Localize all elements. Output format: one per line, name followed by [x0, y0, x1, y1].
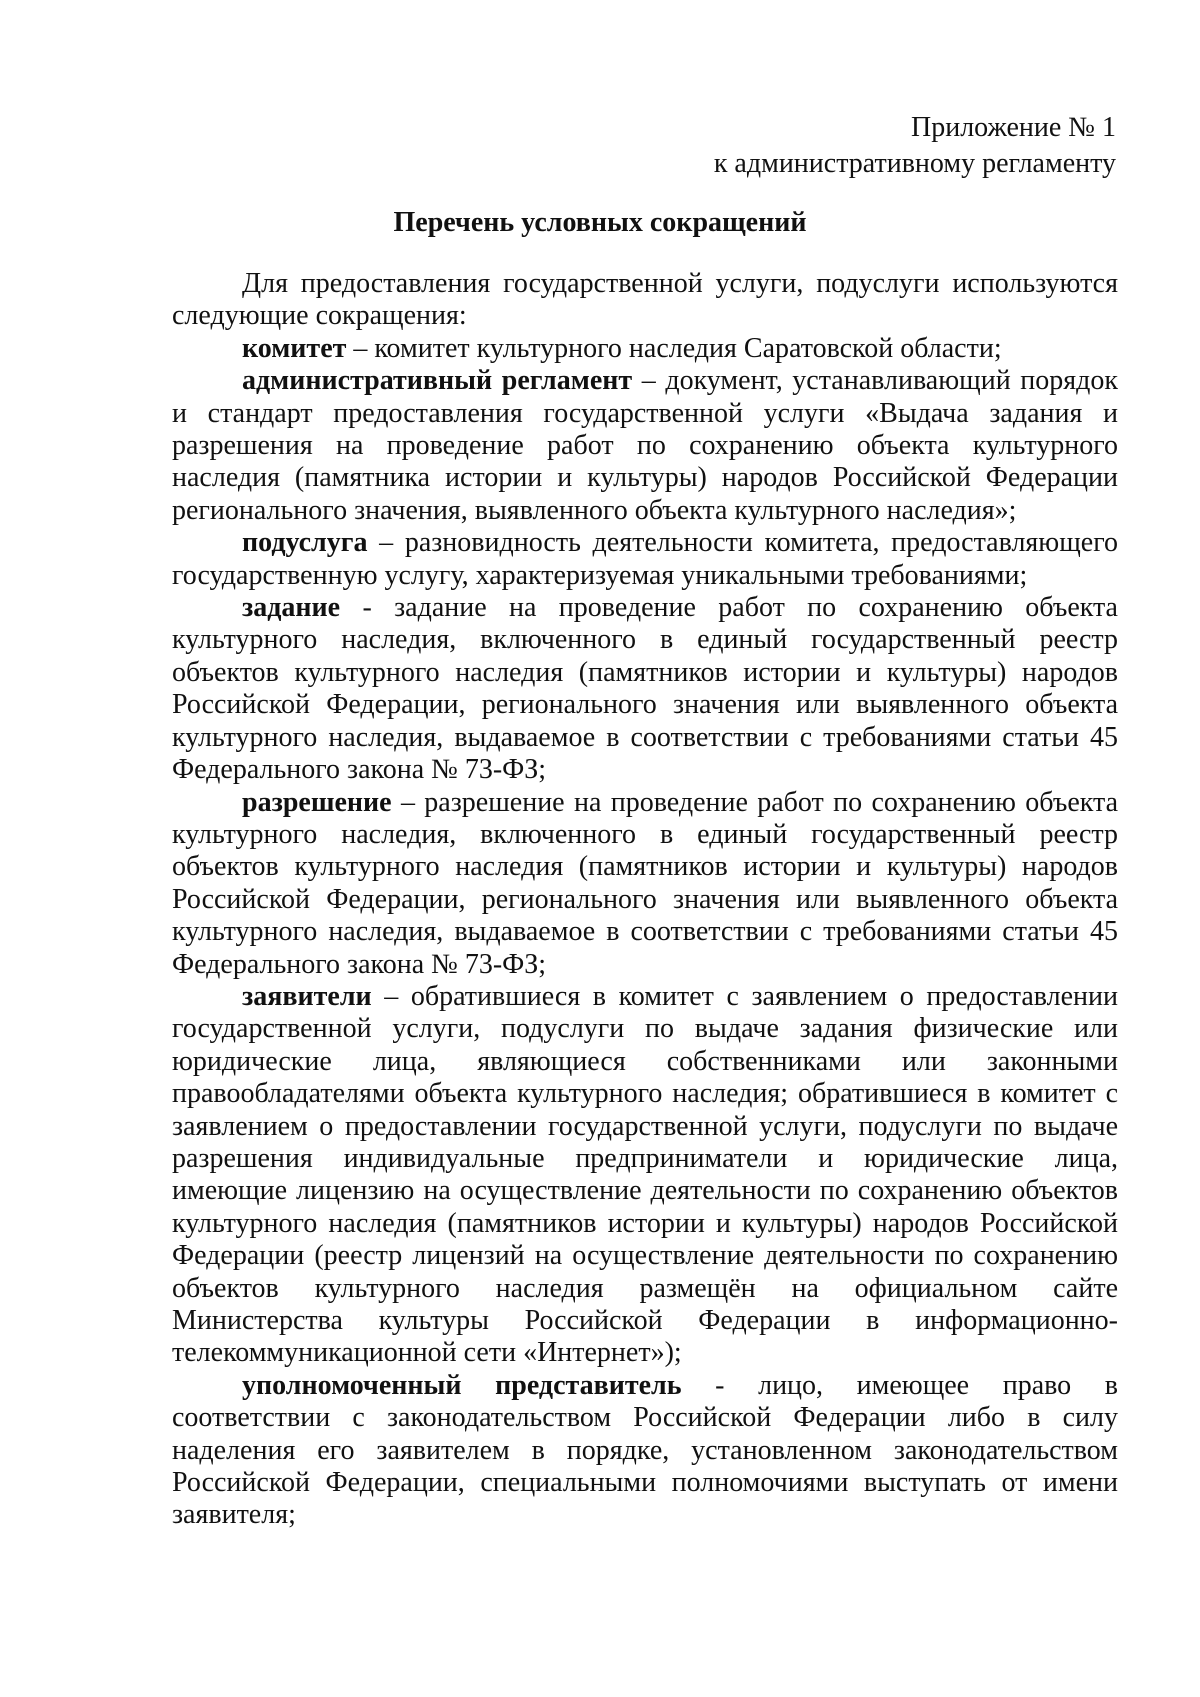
- definition-permit-text: – разрешение на проведение работ по сохранению объекта культурного наследия, включенного в единый государственный реестр объектов культурного наследия (памятников истории и культуры) народов Российской Федерации, регионального значения или выявленного объекта культурного наследия, выдаваемое в соответствии с требованиями статьи 45 Федерального закона № 73-ФЗ;: [172, 786, 1118, 980]
- definition-authorized-representative-text: - лицо, имеющее право в соответствии с законодательством Российской Федерации либо в силу наделения его заявителем в порядке, установленном законодательством Российской Федерации, специальными полномочиями выступать от имени заявителя;: [172, 1369, 1118, 1531]
- definition-assignment: [172, 592, 1118, 786]
- definition-assignment-text: - задание на проведение работ по сохранению объекта культурного наследия, включенного в единый государственный реестр объектов культурного наследия (памятников истории и культуры) народов Российской Федерации, регионального значения или выявленного объекта культурного наследия, выдаваемое в соответствии с требованиями статьи 45 Федерального закона № 73-ФЗ;: [172, 592, 1118, 786]
- term-assignment: задание: [242, 592, 341, 624]
- definition-committee-text: – комитет культурного наследия Саратовской области;: [346, 332, 1002, 364]
- term-administrative-regulation: административный регламент: [242, 365, 633, 397]
- term-committee: комитет: [242, 332, 347, 364]
- document-title: Перечень условных сокращений: [393, 207, 807, 238]
- appendix-number: Приложение № 1: [911, 112, 1116, 143]
- definition-committee: [172, 333, 1118, 365]
- definition-permit: [172, 787, 1118, 981]
- definition-subservice-text: – разновидность деятельности комитета, предоставляющего государственную услугу, характеризуемая уникальными требованиями;: [172, 527, 1118, 591]
- term-authorized-representative: уполномоченный представитель: [242, 1369, 682, 1401]
- term-applicants: заявители: [242, 980, 372, 1012]
- appendix-reference: к административному регламенту: [713, 148, 1116, 179]
- definition-authorized-representative: [172, 1370, 1118, 1532]
- term-subservice: подуслуга: [242, 527, 368, 559]
- definition-applicants: [172, 981, 1118, 1370]
- definition-administrative-regulation: [172, 365, 1118, 527]
- definition-applicants-text: – обратившиеся в комитет с заявлением о предоставлении государственной услуги, подуслуги по выдаче задания физические или юридические лица, являющиеся собственниками или законными правообладателями объекта культурного наследия; обратившиеся в комитет с заявлением о предоставлении государственной услуги, подуслуги по выдаче разрешения индивидуальные предприниматели и юридические лица, имеющие лицензию на осуществление деятельности по сохранению объектов культурного наследия (памятников истории и культуры) народов Российской Федерации (реестр лицензий на осуществление деятельности по сохранению объектов культурного наследия размещён на официальном сайте Министерства культуры Российской Федерации в информационно-телекоммуникационной сети «Интернет»);: [172, 980, 1118, 1369]
- definition-administrative-regulation-text: – документ, устанавливающий порядок и стандарт предоставления государственной услуги «Выдача задания и разрешения на проведение работ по сохранению объекта культурного наследия (памятника истории и культуры) народов Российской Федерации регионального значения, выявленного объекта культурного наследия»;: [172, 365, 1118, 526]
- appendix-header: [714, 110, 1116, 182]
- document-body: [172, 268, 1118, 1532]
- definition-subservice: [172, 527, 1118, 592]
- term-permit: разрешение: [242, 786, 392, 818]
- intro-paragraph: Для предоставления государственной услуги, подуслуги используются следующие сокращения:: [172, 268, 1118, 332]
